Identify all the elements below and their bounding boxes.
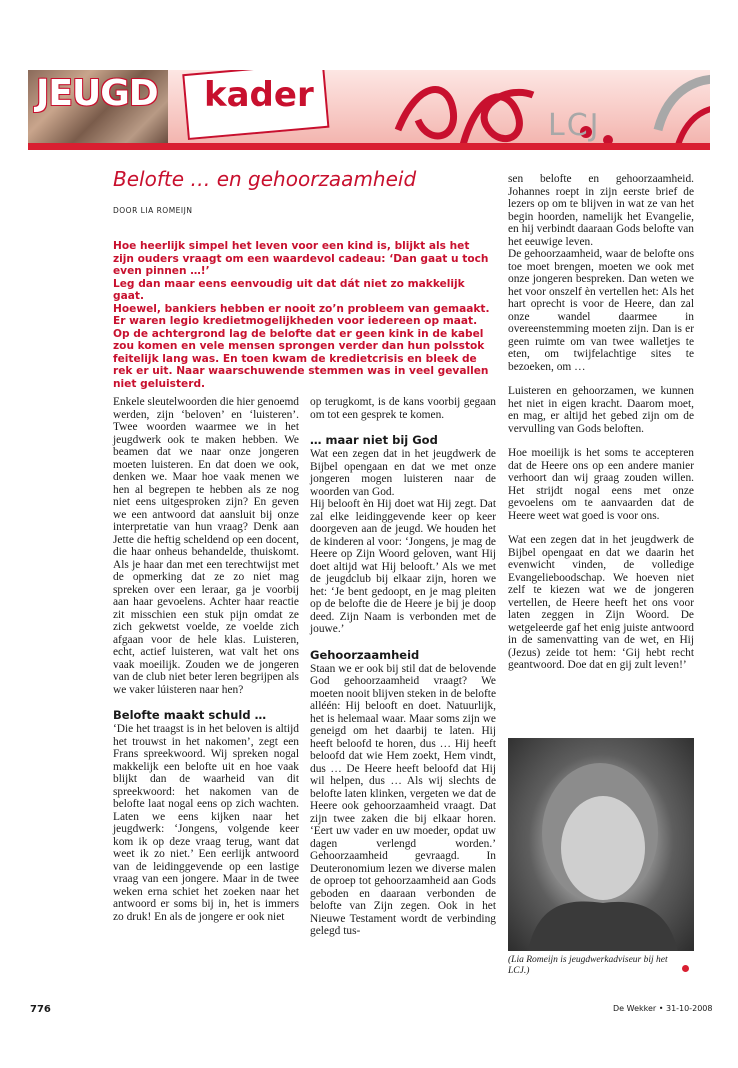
- body-paragraph: Luisteren en gehoorzamen, we kunnen het niet in eigen kracht. Daarom moet, en mag, er altijd het gebed zijn om de vervulling van Gods beloften.: [508, 385, 694, 435]
- intro-paragraph: Leg dan maar eens eenvoudig uit dat dát niet zo makkelijk gaat.: [113, 277, 465, 303]
- body-paragraph: ‘Die het traagst is in het beloven is altijd het trouwst in het nakomen’, zegt een Frans spreekwoord. Wij spreken nogal makkelijk een belofte uit en hoe vaak blijkt dan de waarheid van dit spreekwoord: het nakomen van de belofte laat nogal eens op zich wachten. Laten we eens kijken naar het jeugdwerk: ‘Jongens, volgende keer kom ik op deze vraag terug, want dat weet ik zo niet.’ Een eerlijk antwoord van de leidinggevende op een lastige vraag van een jongere. Maar in de twee weken erna schiet het zoeken naar het antwoord er soms bij in, het is immers zo druk! En als de jongere er ook niet: [113, 723, 299, 923]
- header-stripe: [28, 143, 710, 150]
- body-paragraph: sen belofte en gehoorzaamheid. Johannes roept in zijn eerste brief de lezers op om te blijven in wat ze van het begin hoorden, namelijk het Evangelie, en hij verbindt daaraan Gods belofte van het eeuwige leven.: [508, 173, 694, 248]
- author-portrait: [508, 738, 694, 951]
- body-paragraph: De gehoorzaamheid, waar de belofte ons toe moet brengen, moeten we ook met onze jongeren bespreken. Dan weten we het voor onszelf èn vertellen het: Als het hart oprecht is voor de Heere, dan zal onze wandel daarmee in overeenstemming moeten zijn. Dan is er geen ruimte om van twee walletjes te eten, om twijfelachtige sites te bezoeken, om …: [508, 248, 694, 373]
- intro-paragraph: Hoewel, bankiers hebben er nooit zo’n probleem van gemaakt. Er waren legio kredietmogelijkheden voor iedereen op maat.: [113, 302, 490, 328]
- subheading: … maar niet bij God: [310, 433, 438, 447]
- article-byline: DOOR LIA ROMEIJN: [113, 206, 193, 215]
- subheading: Gehoorzaamheid: [310, 647, 420, 662]
- body-paragraph: Staan we er ook bij stil dat de belovende God gehoorzaamheid vraagt? We moeten nooit blijven steken in de belofte alléén: Hij belooft en doet. Natuurlijk, het is helemaal waar. Maar soms zijn we geneigd om het daarbij te laten. Hij heeft beloofd te horen, dus … Hij heeft beloofd dat wie Hem zoekt, Hem vindt, dus … De Heere heeft beloofd dat Hij wil helpen, dus … Als wij slechts de belofte laten klinken, vergeten we dat de Heere ook gehoorzaamheid vraagt. Dat zijn twee zaken die bij elkaar horen. ‘Eert uw vader en uw moeder, opdat uw dagen verlengd worden.’ Gehoorzaamheid gevraagd. In Deuteronomium lezen we diverse malen de oproep tot gehoorzaamheid aan Gods geboden en daaraan verbonden de belofte van Zijn zegen. Ook in het Nieuwe Testament wordt de verbinding gelegd tus-: [310, 662, 496, 937]
- body-paragraph: Wat een zegen dat in het jeugdwerk de Bijbel opengaat en dat we daarin het evenwicht vinden, de volledige Evangelieboodschap. We hoeven niet zelf te kiezen wat we de jongeren vertellen, de Heere heeft het ons voor laten zeggen in Zijn Woord. De wetgeleerde gaf het enig juiste antwoord in de samenvatting van de wet, en Hij (Jezus) zeide tot hem: ‘Gij hebt recht geantwoord. Doe dat en gij zult leven!’: [508, 534, 694, 671]
- body-paragraph: Hoe moeilijk is het soms te accepteren dat de Heere ons op een andere manier verhoort dan wij graag zouden willen. Het strijdt nogal eens met onze gevoelens om te aanvaarden dat de Heere weet wat goed is voor ons.: [508, 447, 694, 522]
- end-mark: [682, 965, 689, 972]
- body-column-3: [508, 173, 694, 672]
- body-column-1: [113, 396, 299, 923]
- body-paragraph: Hij belooft èn Hij doet wat Hij zegt. Dat zal elke leidinggevende keer op keer doorgeven aan de jeugd. We houden het de kinderen al voor: ‘Jongens, je mag de Heere op Zijn Woord geloven, want Hij doet altijd wat Hij belooft.’ Als we met de jeugdclub bij elkaar zijn, horen we het: ‘Je bent gedoopt, en je mag pleiten op de belofte die de Heere je bij je doop deed. Zijn Naam is verbonden met de jouwe.’: [310, 498, 496, 635]
- photo-caption: (Lia Romeijn is jeugdwerkadviseur bij het LCJ.): [508, 955, 668, 976]
- article-title: Belofte … en gehoorzaamheid: [113, 167, 417, 191]
- subheading: Belofte maakt schuld …: [113, 708, 267, 722]
- body-paragraph: Wat een zegen dat in het jeugdwerk de Bijbel opengaan en dat we met onze jongeren mogen luisteren naar de woorden van God.: [310, 448, 496, 498]
- publication-footer: De Wekker • 31-10-2008: [613, 1004, 713, 1013]
- lcj-logo: LCJ: [548, 108, 601, 143]
- body-paragraph: Enkele sleutelwoorden die hier genoemd werden, zijn ‘beloven’ en ‘luisteren’. Twee woorden waarmee we in het jeugdwerk ook te maken hebben. We beamen dat we naar onze jongeren moeten luisteren. En dat doen we ook, denken we. Maar hoe vaak menen we hen al begrepen te hebben als ze nog niet eens uitgesproken zijn? En geven we een antwoord dat aansluit bij onze interpretatie van hun vraag? Denk aan Jette die heftig scheldend op een docent, die haar onheus behandelde, thuiskomt. Als je haar dan met een terechtwijst met de opmerking dat ze zo niet mag spreken over een leraar, ga je voorbij aan haar gevoelens. Achter haar reactie zit misschien een stuk pijn omdat ze zich gekwetst voelde, ze voelde zich afgaan voor de hele klas. Luisteren, echt, actief luisteren, wat valt het ons vaak moeilijk. Zouden we de jongeren van de club niet beter leren begrijpen als we vaker lúisteren naar hen?: [113, 396, 299, 696]
- portrait-silhouette: [508, 738, 694, 951]
- section-title-jeugd: JEUGD: [36, 73, 158, 114]
- body-column-2: [310, 396, 496, 938]
- section-title-kader: kader: [204, 75, 314, 115]
- intro-paragraph: Op de achtergrond lag de belofte dat er geen kink in de kabel zou komen en vele mensen sprongen verder dan hun polsstok feitelijk lang was. En toen kwam de kredietcrisis en bleek de rek er uit. Naar waarschuwende stemmen was in veel gevallen niet geluisterd.: [113, 327, 489, 391]
- decorative-swirls: [358, 70, 710, 150]
- page-number: 776: [30, 1004, 51, 1015]
- body-paragraph: op terugkomt, is de kans voorbij gegaan om tot een gesprek te komen.: [310, 396, 496, 421]
- article-intro: [113, 240, 493, 391]
- intro-paragraph: Hoe heerlijk simpel het leven voor een kind is, blijkt als het zijn ouders vraagt om een waardevol cadeau: ‘Dan gaat u toch even pinnen …!’: [113, 240, 489, 278]
- header-banner: [28, 70, 710, 150]
